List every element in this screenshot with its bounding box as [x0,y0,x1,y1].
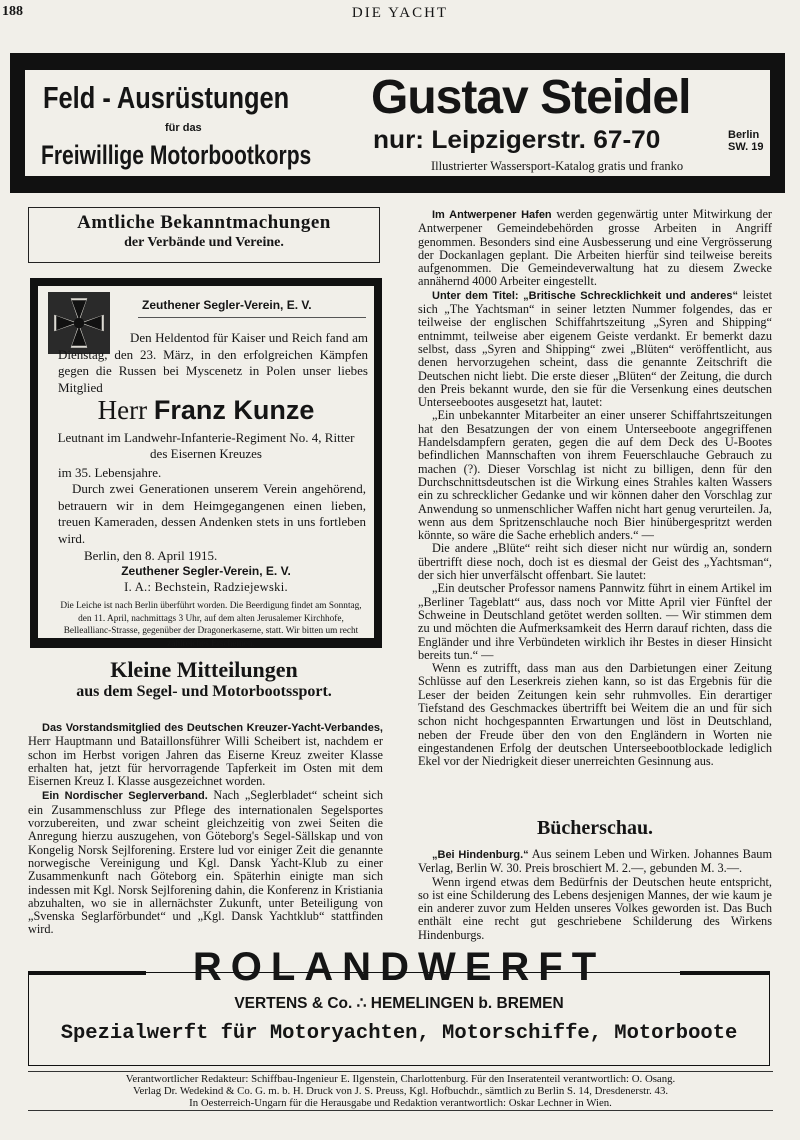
ad-left-black-band [13,56,25,190]
ad-top-black-bar [13,56,782,70]
article-paragraph [418,208,772,289]
section-subtitle: der Verbände und Vereine. [124,235,284,250]
advertisement-steidel [10,53,785,193]
article-text: „Ein unbekannter Mitarbeiter an einer unserer Schiffahrtszeitungen hat den Besatzungen der von einem Unterseeboote angegriffenen Handelsdampfern geraten, gegen die auf dem Deck des U-Bootes befindlichen Mannschaften von ihrem Feuerschlauche Gebrauch zu machen (?). Dieser Vorschlag ist nicht zu billigen, denn für den Durchschnittsdeutschen ist die Wirkung eines Strahles kalten Wassers ein zu schrecklicher Gedanke und wir können daher den Vorschlag zur Anwendung so unmenschlicher Waffen nicht hart genug verurteilen. Ja, wenn aus dem Spritzenschlauche noch Bier hinübergespritzt werden könnte, so wäre die Sache erheblich anders.“ — [418,408,772,543]
imprint [28,1071,773,1111]
article-runin-heading: Unter dem Titel: „Britische Schrecklichkeit und anderes“ [432,289,739,302]
section-title-kleine: Kleine Mitteilungen [110,657,298,682]
section-title-buecherschau: Bücherschau. [536,817,654,839]
obituary-signature-name: I. A.: Bechstein, Radziejewski. [124,580,288,594]
article-text: Nach „Seglerbladet“ scheint sich ein Zusammenschluss zur Pflege des internationalen Segelsportes vorzubereiten, und zwar scheint gleichzeitig von zwei Seiten die Anregung hierzu auszugehen, von Göteborg's Segel-Sällskap und von Kongelig Norsk Sejlforening. Erstere lud vor einiger Zeit die genannte norwegische Vereinigung und Kgl. Dansk Yacht-Klub zu einer Zusammenkunft nach Göteborg ein. Späterhin einigte man sich indessen mit Kgl. Norsk Sejlforening dahin, die Konferenz in Kristiania abzuhalten, wo sie in allernächster Zukunft, unter Beteiligung von „Svenska Seglarförbundet“ und „Kgl. Dansk Yachtklub“ stattfinden wird. [28,788,383,937]
article-runin-heading: Im Antwerpener Hafen [432,209,552,221]
article-paragraph [418,662,772,768]
article-paragraph [418,582,772,662]
advertisement-rolandwerft [28,942,770,1066]
ad-bottom-black-bar [13,176,782,190]
review-details: Aus seinem Leben und Wirken. Johannes Baum Verlag, Berlin W. 30. Preis broschiert M. 2.—, gebunden M. 3.—. [418,847,773,876]
review-paragraph [418,848,772,876]
ad-catalog-note: Illustrierter Wassersport-Katalog gratis und franko [431,159,684,173]
obituary-signature-org: Zeuthener Segler-Verein, E. V. [121,564,291,578]
ad-street-address: nur: Leipzigerstr. 67-70 [373,126,661,154]
obituary-org-header: Zeuthener Segler-Verein, E. V. [142,298,312,312]
imprint-line: Verantwortlicher Redakteur: Schiffbau-Ingenieur E. Ilgenstein, Charlottenburg. Für den Inseratenteil verantwortlich: O. Osang. [125,1073,676,1085]
buecherschau-review [418,848,772,942]
review-paragraph: Wenn irgend etwas dem Bedürfnis der Deutschen heute entspricht, so ist eine Schilderung des Lebens desjenigen Mannes, der wie kaum je ein anderer zuvor zum Helden unseres Volkes geworden ist. Das Buch enthält eine recht gut geschriebene Schilderung des Wirkens Hindenburgs. [418,874,772,942]
ad-firm-name: Gustav Steidel [371,71,691,124]
ad-city [728,129,763,153]
imprint-line: Verlag Dr. Wedekind & Co. G. m. b. H. Druck von J. S. Preuss, Kgl. Hofbuchdr., sämtlich zu Berlin S. 14, Dresdenerstr. 43. [132,1085,669,1097]
running-title: DIE YACHT [351,5,449,21]
ad-headline-connector: für das [165,122,202,134]
ad-firm-specialty: Spezialwerft für Motoryachten, Motorschiffe, Motorboote [60,1022,738,1045]
article-text: leistet sich „The Yachtsman“ in seiner letzten Nummer folgendes, das er teilweise der englischen Schiffahrtszeitung „Syren and Shipping“ entnimmt, teilweise aber eigenem Geiste verdankt. Er bemerkt dazu selbst, dass „Syren and Shipping“ zwei „Blüten“ veröffentlicht, aus denen hervorzugehen scheint, dass die genannte Zeitschrift die Deutschen nicht liebt. Die erste dieser „Blüten“ der Zeitung, die durch den Preis bekannt wurde, den sie für die Versenkung eines deutschen Unterseebootes ausgesetzt hat, lautet: [418,287,772,410]
obituary-name-prefix: Herr [97,395,148,425]
article-paragraph [418,289,772,410]
ad-right-black-band [770,56,782,190]
obituary-date-line: Berlin, den 8. April 1915. [84,548,218,563]
obituary-notice [30,278,382,648]
obituary-name [38,395,374,426]
obituary-age: im 35. Lebensjahre. [58,465,162,480]
article-text: Die andere „Blüte“ reiht sich dieser nicht nur würdig an, sondern übertrifft diese noch, doch ist es diesmal der Geist des „Yachtsman“, der sich hier unverfälscht offenbart. Sie lautet: [418,541,772,583]
article-runin-heading: Das Vorstandsmitglied des Deutschen Kreuzer-Yacht-Verbandes, [42,722,383,734]
review-book-title: „Bei Hindenburg.“ [432,849,529,861]
obituary-name-text: Franz Kunze [153,395,315,425]
article-paragraph [28,721,383,788]
section-title: Amtliche Bekanntmachungen [77,212,331,233]
ad-firm-name: ROLANDWERFT [192,945,606,989]
article-text: Herr Hauptmann und Bataillonsführer Willi Scheibert ist, nachdem er schon im Herbst vorigen Jahren das Eiserne Kreuz zweiter Klasse erhalten hat, jetzt für hervorragende Tapferkeit im Osten mit dem Eisernen Kreuz I. Klasse ausgezeichnet worden. [28,734,383,789]
imprint-line: In Oesterreich-Ungarn für die Herausgabe und Redaktion verantwortlich: Oskar Lechner in Wien. [189,1097,612,1109]
obituary-rule [138,317,366,318]
article-text: Wenn es zutrifft, dass man aus den Darbietungen einer Zeitung Schlüsse auf den Leserkreis ziehen kann, so ist das Ergebnis für die Leser der beiden Zeitungen kein sehr ruhmvolles. Ein derartiger Tiefstand des Geschmackes übertrifft bei Weitem die an und für sich schon nicht hochgespannten Erwartungen und löst in Deutschland, neben der Freude über den von den Engländern in Worten nie eingestandenen Erfolg der deutschen Unterseebootblockade lediglich Ekel vor der Niedrigkeit dieser unerreichten Gesinnung aus. [418,661,772,769]
article-paragraph [418,409,772,542]
article-runin-heading: Ein Nordischer Seglerverband. [42,790,208,803]
ad-firm-address: VERTENS & Co. ∴ HEMELINGEN b. BREMEN [234,995,564,1012]
obituary-funeral-note: Die Leiche ist nach Berlin überführt worden. Die Beerdigung findet am Sonntag, den 11. April, nachmittags 3 Uhr, auf dem alten Jerusalemer Kirchhofe, Belleallianc-Strasse, gegenüber der Dragonerkaserne, statt. Wir bitten um recht zahlreiches Erscheinen. [60,601,362,649]
ad-city-name: Berlin [728,129,760,141]
ad-city-district: SW. 19 [728,141,764,153]
article-paragraph [28,789,383,936]
obituary-tribute: Durch zwei Generationen unserem Verein angehörend, betrauern wir in dem Heimgegangenen einen lieben, treuen Kameraden, dessen Andenken stets in uns fortleben wird. [58,481,366,546]
section-subtitle-kleine: aus dem Segel- und Motorbootssport. [76,683,332,700]
article-paragraph [418,542,772,582]
obituary-announcement: Den Heldentod für Kaiser und Reich fand am Dienstag, den 23. März, in den erfolgreichen Kämpfen gegen die Russen bei Myscenetz in Polen unser liebes Mitglied [58,330,368,395]
article-text: werden gegenwärtig unter Mitwirkung der Antwerpener Gemeindebehörden grosse Arbeiten in Angriff genommen. Besonders sind eine Ausbesserung und eine Vergrösserung der Dockanlagen geplant. Die Arbeiten hierfür sind teilweise bereits aufgenommen. Die Gemeindeverwaltung hat zu diesem Zwecke annähernd 4000 Arbeiter eingestellt. [418,207,772,289]
ad-headline-feldausruestungen: Feld - Ausrüstungen [43,80,290,115]
obituary-rank: Leutnant im Landwehr-Infanterie-Regiment No. 4, Ritter des Eisernen Kreuzes [57,430,355,461]
page-number: 188 [2,4,23,19]
right-column-articles [418,208,772,768]
section-header-amtlich [28,207,380,263]
ad-headline-motorbootkorps: Freiwillige Motorbootkorps [41,140,312,170]
article-text: „Ein deutscher Professor namens Pannwitz führt in einem Artikel im „Berliner Tageblatt“ aus, dass noch vor Mitte April vier Fünftel der Schweine in Deutschland getötet werden sollten. — Wir stimmen dem zu und möchten die Aufmerksamkeit des Herrn darauf richten, dass die Engländer und ihre Verbündeten wirklich ihr Bestes in dieser Hinsicht bereits tun.“ — [418,581,772,662]
left-column-articles [28,721,383,938]
